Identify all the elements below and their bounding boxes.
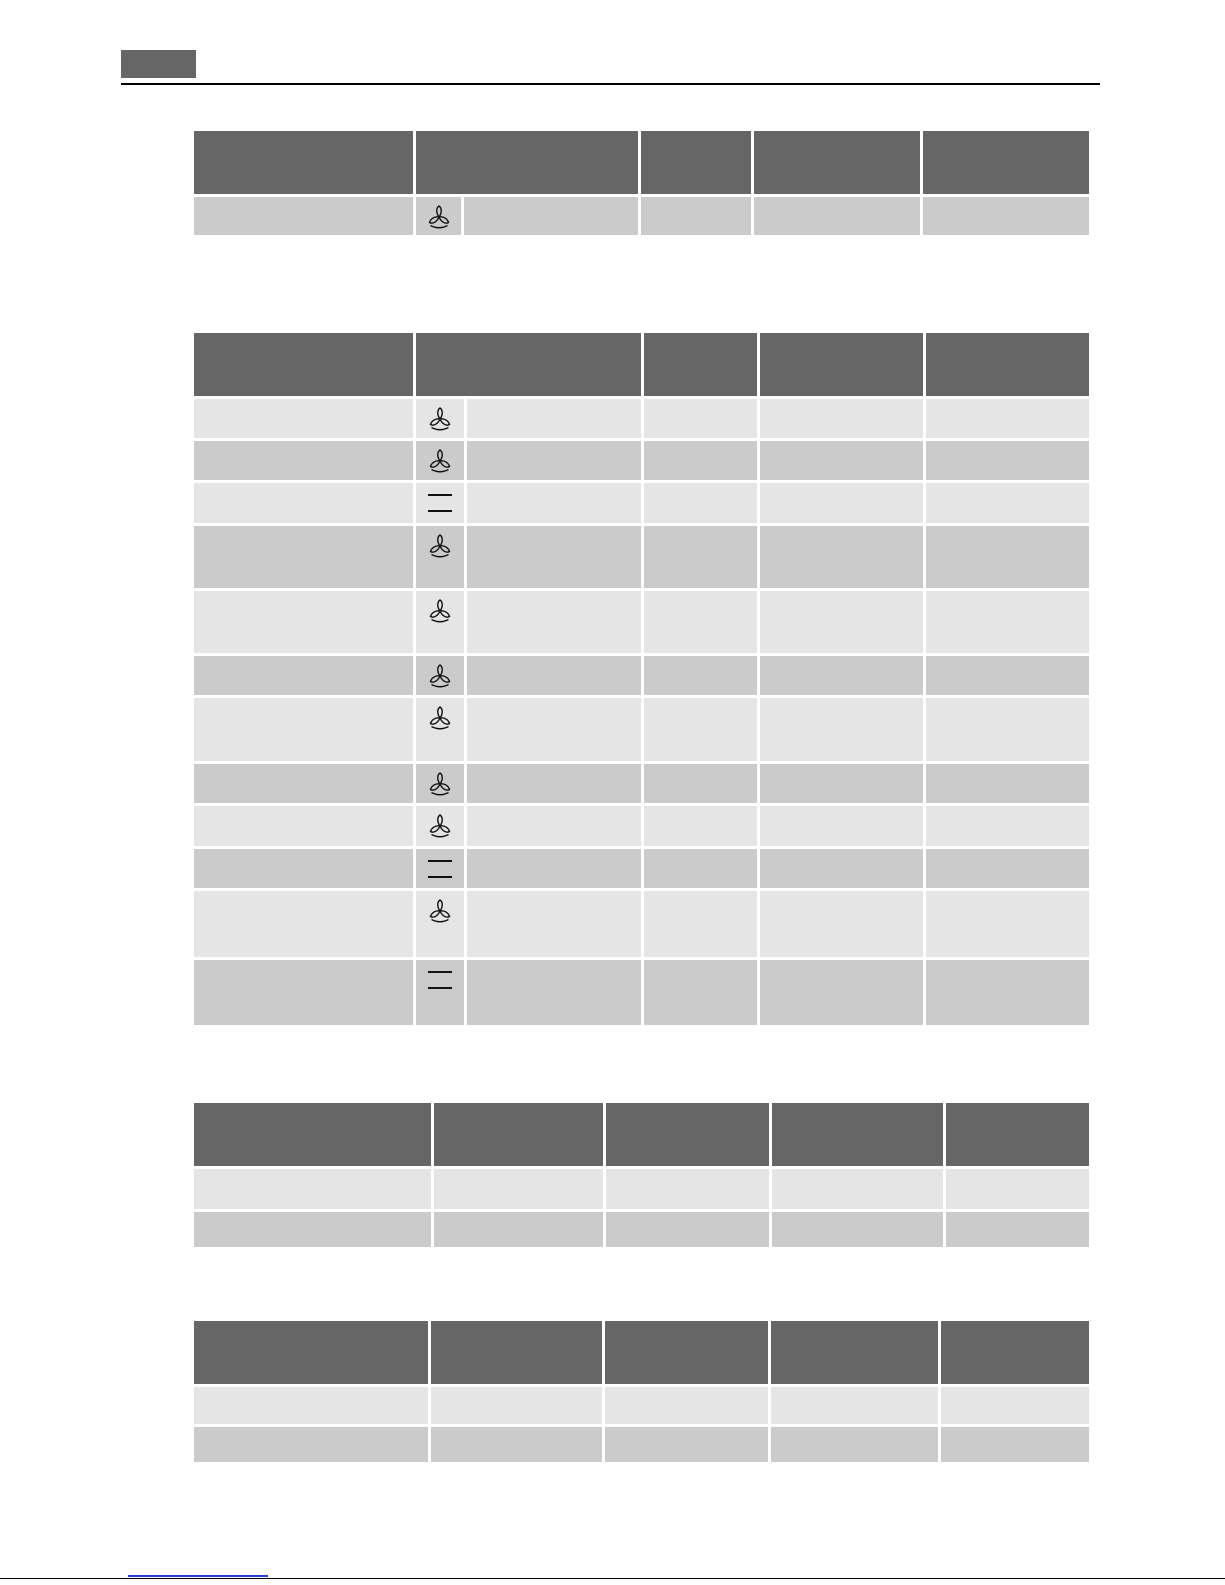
table-cell: [461, 194, 638, 235]
header-cell: [428, 1321, 602, 1384]
header-cell: [768, 1321, 938, 1384]
table-cell: [464, 588, 641, 653]
fan-icon: [413, 803, 464, 846]
footer-link[interactable]: [128, 1575, 268, 1577]
fan-icon: [413, 888, 464, 957]
table-cell: [194, 396, 413, 438]
table-cell: [757, 396, 923, 438]
table-cell: [923, 695, 1089, 761]
header-cell: [194, 1103, 431, 1166]
table-header-row: [194, 1103, 1089, 1166]
table-row: [194, 761, 1089, 803]
table-cell: [923, 438, 1089, 480]
table-cell: [641, 653, 757, 695]
table-cell: [641, 888, 757, 957]
table-cell: [641, 846, 757, 888]
table-header-row: [194, 1321, 1089, 1384]
table-cell: [194, 1424, 428, 1462]
fan-icon: [413, 396, 464, 438]
table-row: [194, 957, 1089, 1025]
header-cell: [413, 333, 641, 396]
table-cell: [428, 1424, 602, 1462]
table-cell: [923, 588, 1089, 653]
table-cell: [757, 803, 923, 846]
top-bottom-heat-icon: [413, 846, 464, 888]
table-cell: [641, 761, 757, 803]
fan-icon: [413, 653, 464, 695]
table-row: [194, 888, 1089, 957]
header-cell: [751, 131, 920, 194]
fan-icon: [413, 438, 464, 480]
table-cell: [768, 1384, 938, 1424]
table-cell: [194, 888, 413, 957]
table-row: [194, 588, 1089, 653]
table-cell: [923, 653, 1089, 695]
table-4: [194, 1321, 1089, 1462]
table-cell: [757, 588, 923, 653]
fan-icon: [413, 695, 464, 761]
table-cell: [428, 1384, 602, 1424]
table-cell: [757, 480, 923, 523]
table-3: [194, 1103, 1089, 1247]
header-cell: [943, 1103, 1089, 1166]
table-cell: [769, 1209, 943, 1247]
header-cell: [920, 131, 1089, 194]
header-cell: [769, 1103, 943, 1166]
table-cell: [464, 396, 641, 438]
table-cell: [920, 194, 1089, 235]
table-cell: [638, 194, 751, 235]
table-cell: [923, 761, 1089, 803]
table-cell: [757, 888, 923, 957]
table-cell: [768, 1424, 938, 1462]
table-cell: [938, 1384, 1089, 1424]
table-cell: [641, 396, 757, 438]
table-cell: [431, 1209, 603, 1247]
table-cell: [464, 438, 641, 480]
table-row: [194, 803, 1089, 846]
table-cell: [194, 194, 413, 235]
table-cell: [769, 1166, 943, 1209]
table-cell: [194, 523, 413, 588]
table-cell: [923, 957, 1089, 1025]
table-cell: [751, 194, 920, 235]
header-cell: [413, 131, 638, 194]
table-cell: [757, 761, 923, 803]
table-cell: [464, 846, 641, 888]
table-cell: [757, 957, 923, 1025]
table-cell: [431, 1166, 603, 1209]
table-cell: [464, 957, 641, 1025]
table-cell: [194, 761, 413, 803]
table-cell: [194, 846, 413, 888]
table-header-row: [194, 333, 1089, 396]
table-row: [194, 653, 1089, 695]
table-cell: [194, 653, 413, 695]
table-row: [194, 396, 1089, 438]
header-cell: [757, 333, 923, 396]
table-cell: [641, 957, 757, 1025]
table-cell: [194, 957, 413, 1025]
header-cell: [638, 131, 751, 194]
table-row: [194, 846, 1089, 888]
fan-icon: [413, 194, 461, 235]
table-cell: [194, 1166, 431, 1209]
table-cell: [194, 438, 413, 480]
table-cell: [194, 1209, 431, 1247]
table-cell: [641, 523, 757, 588]
table-cell: [641, 438, 757, 480]
fan-icon: [413, 761, 464, 803]
table-cell: [757, 523, 923, 588]
table-cell: [603, 1209, 769, 1247]
table-cell: [923, 888, 1089, 957]
table-cell: [464, 803, 641, 846]
header-cell: [641, 333, 757, 396]
table-row: [194, 695, 1089, 761]
table-cell: [641, 695, 757, 761]
table-cell: [602, 1424, 768, 1462]
header-cell: [602, 1321, 768, 1384]
table-cell: [464, 695, 641, 761]
header-cell: [194, 1321, 428, 1384]
table-cell: [194, 695, 413, 761]
table-cell: [923, 396, 1089, 438]
table-cell: [757, 846, 923, 888]
fan-icon: [413, 523, 464, 588]
table-cell: [923, 803, 1089, 846]
table-cell: [602, 1384, 768, 1424]
table-cell: [464, 888, 641, 957]
header-cell: [194, 333, 413, 396]
table-cell: [757, 695, 923, 761]
table-header-row: [194, 131, 1089, 194]
table-cell: [194, 588, 413, 653]
table-cell: [464, 480, 641, 523]
table-cell: [641, 588, 757, 653]
table-1: [194, 131, 1089, 235]
table-cell: [923, 480, 1089, 523]
footer-rule: [0, 1578, 1225, 1579]
header-rule: [121, 83, 1100, 85]
table-row: [194, 523, 1089, 588]
header-cell: [194, 131, 413, 194]
header-cell: [431, 1103, 603, 1166]
table-cell: [641, 803, 757, 846]
table-row: [194, 1166, 1089, 1209]
table-row: [194, 194, 1089, 235]
table-cell: [194, 1384, 428, 1424]
table-row: [194, 480, 1089, 523]
table-cell: [923, 846, 1089, 888]
table-cell: [757, 653, 923, 695]
table-cell: [464, 761, 641, 803]
table-cell: [938, 1424, 1089, 1462]
header-cell: [923, 333, 1089, 396]
table-row: [194, 438, 1089, 480]
table-row: [194, 1424, 1089, 1462]
table-2: [194, 333, 1089, 1025]
table-cell: [757, 438, 923, 480]
table-cell: [194, 480, 413, 523]
header-cell: [603, 1103, 769, 1166]
table-cell: [943, 1209, 1089, 1247]
fan-icon: [413, 588, 464, 653]
table-cell: [943, 1166, 1089, 1209]
table-cell: [464, 523, 641, 588]
table-cell: [464, 653, 641, 695]
top-bottom-heat-icon: [413, 480, 464, 523]
header-cell: [938, 1321, 1089, 1384]
table-row: [194, 1209, 1089, 1247]
header-section-tab: [121, 50, 196, 78]
table-cell: [603, 1166, 769, 1209]
table-row: [194, 1384, 1089, 1424]
table-cell: [923, 523, 1089, 588]
table-cell: [194, 803, 413, 846]
table-cell: [641, 480, 757, 523]
top-bottom-heat-icon: [413, 957, 464, 1025]
